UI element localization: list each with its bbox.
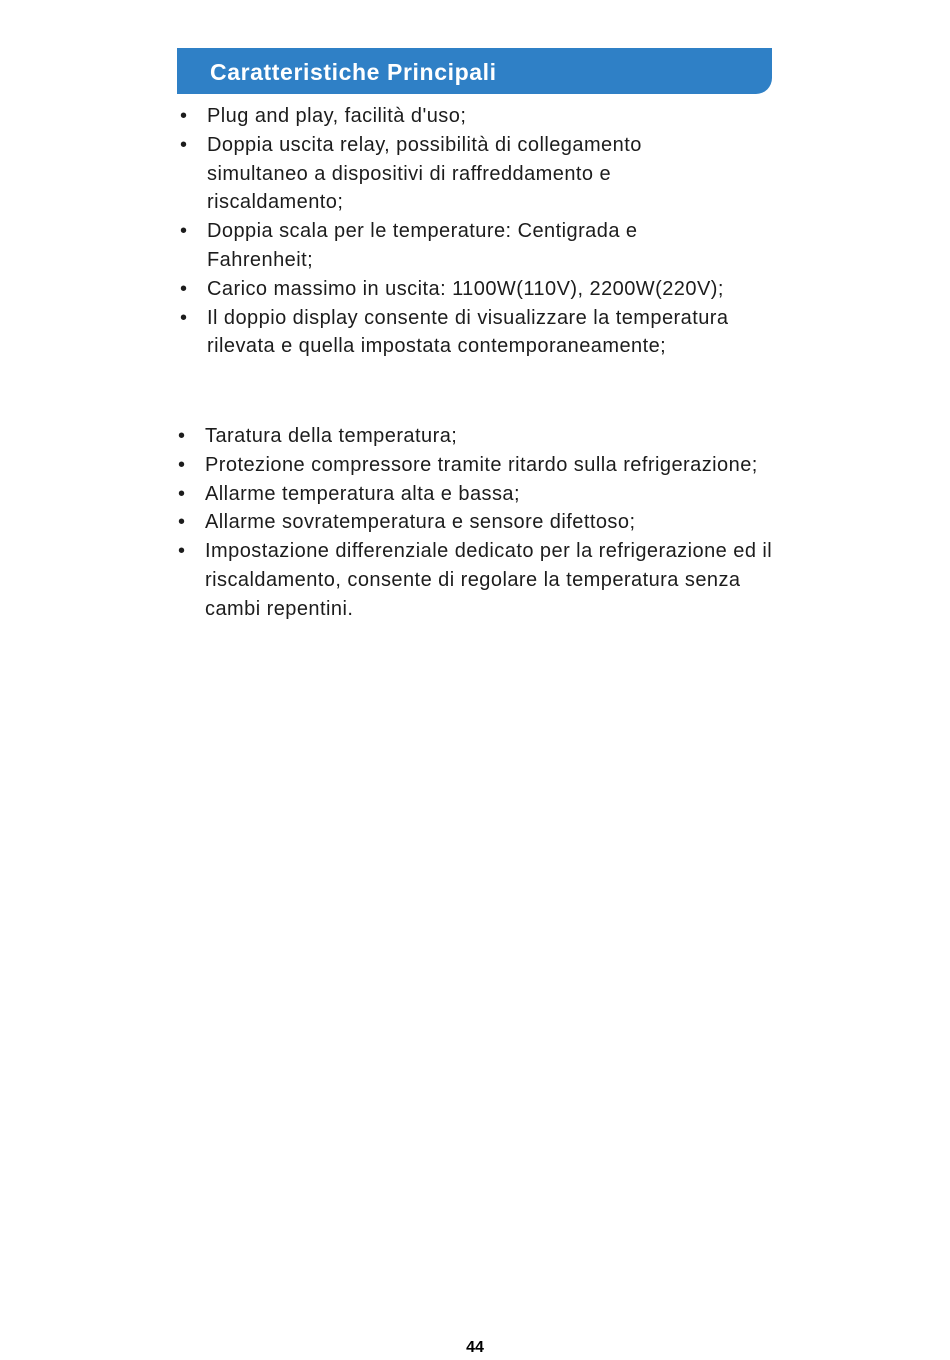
feature-item	[176, 537, 796, 623]
feature-item	[178, 275, 778, 304]
section-header-banner	[177, 48, 772, 94]
feature-text: Carico massimo in uscita: 1100W(110V), 2200W(220V);	[207, 277, 724, 300]
feature-item	[176, 451, 796, 480]
feature-item	[178, 217, 778, 275]
bullet-icon: •	[178, 453, 186, 476]
feature-text: Doppia scala per le temperature: Centigrada e Fahrenheit;	[207, 220, 638, 271]
feature-item	[176, 480, 796, 509]
feature-item	[178, 304, 778, 362]
bullet-icon: •	[180, 277, 188, 300]
bullet-icon: •	[180, 105, 188, 127]
feature-text: Impostazione differenziale dedicato per la refrigerazione ed il riscaldamento, consente di regolare la temperatura senza cambi repentini.	[205, 540, 773, 620]
feature-text: Il doppio display consente di visualizzare la temperatura rilevata e quella impostata contemporaneamente;	[207, 306, 729, 358]
feature-text: Protezione compressore tramite ritardo sulla refrigerazione;	[205, 453, 758, 476]
page-number: 44	[466, 1339, 484, 1356]
feature-text: Taratura della temperatura;	[205, 425, 458, 447]
bullet-icon: •	[180, 133, 188, 156]
bullet-icon: •	[178, 540, 186, 563]
feature-item	[176, 508, 796, 537]
bullet-icon: •	[180, 306, 188, 329]
bullet-icon: •	[180, 220, 188, 243]
bullet-icon: •	[178, 425, 186, 447]
feature-text: Doppia uscita relay, possibilità di collegamento simultaneo a dispositivi di raffreddamento e riscaldamento;	[207, 133, 642, 214]
feature-list-primary	[178, 102, 778, 361]
feature-text: Plug and play, facilità d'uso;	[207, 105, 467, 127]
feature-item	[178, 102, 778, 131]
bullet-icon: •	[178, 482, 186, 505]
bullet-icon: •	[178, 511, 186, 534]
feature-item	[176, 422, 796, 451]
feature-item	[178, 131, 778, 217]
section-title: Caratteristiche Principali	[210, 59, 497, 85]
feature-text: Allarme temperatura alta e bassa;	[205, 482, 520, 505]
feature-text: Allarme sovratemperatura e sensore difettoso;	[205, 511, 636, 534]
feature-list-secondary	[176, 422, 796, 624]
